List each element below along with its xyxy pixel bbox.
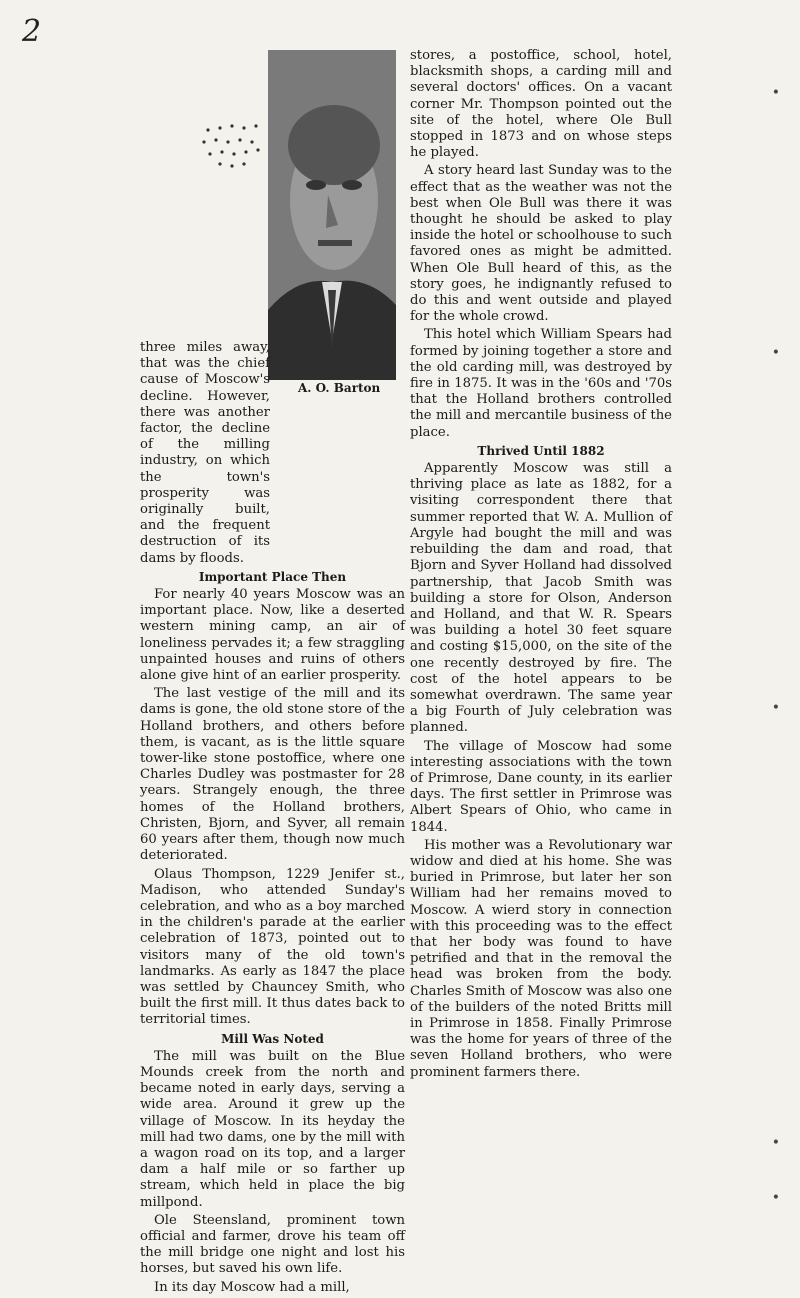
right-column [410,48,672,1083]
paragraph: The mill was built on the Blue Mounds creek from the north and became noted in early days, serving a wide area. Around it grew up the village of Moscow. In its heyday the mill had two dams, one by the mill with a wagon road on its top, and a larger dam a half mile or so farther up stream, which held in place the big millpond. [140,1048,405,1210]
margin-mark: • [771,1135,780,1151]
subheading: Mill Was Noted [221,1031,324,1046]
paragraph: This hotel which William Spears had formed by joining together a store and the old carding mill, was destroyed by fire in 1875. It was in the '60s and '70s that the Holland brothers controlled the mill and mercantile business of the place. [410,327,672,440]
paragraph: Olaus Thompson, 1229 Jenifer st., Madison, who attended Sunday's celebration, and who as a boy marched in the children's parade at the earlier celebration of 1873, pointed out to visitors many of the old town's landmarks. As early as 1847 the place was settled by Chauncey Smith, who built the first mill. It thus dates back to territorial times. [140,866,405,1028]
paragraph: The village of Moscow had some interesting associations with the town of Primrose, Dane county, in its earlier days. The first settler in Primrose was Albert Spears of Ohio, who came in 1844. [410,738,672,835]
portrait-photo [268,50,396,380]
portrait-image [268,50,396,380]
subheading: Thrived Until 1882 [477,443,605,458]
margin-mark: • [771,345,780,361]
page-number: 2 [22,14,42,49]
paragraph: The last vestige of the mill and its dams is gone, the old stone store of the Holland brothers, and others before them, is vacant, as is the little square tower-like stone postoffice, where one Charles Dudley was postmaster for 28 years. Strangely enough, the three homes of the Holland brothers, Christen, Bjorn, and Syver, all remain 60 years after them, though now much deteriorated. [140,686,405,864]
paragraph: three miles away, that was the chief cause of Moscow's decline. However, there was another factor, the decline of the milling industry, on which the town's prosperity was originally built, and the frequent destruction of its dams by floods. [140,340,270,566]
photo-caption: A. O. Barton [298,381,381,395]
left-column [140,340,405,1298]
paragraph: Apparently Moscow was still a thriving place as late as 1882, for a visiting correspondent there that summer reported that W. A. Mullion of Argyle had bought the mill and was rebuilding the dam and road, that Bjorn and Syver Holland had dissolved partnership, that Jacob Smith was building a store for Olson, Anderson and Holland, and that W. R. Spears was building a hotel 30 feet square and costing $15,000, on the site of the one recently destroyed by fire. The cost of the hotel appears to be somewhat overdrawn. The same year a big Fourth of July celebration was planned. [410,461,672,736]
margin-mark: • [771,700,780,716]
paragraph: His mother was a Revolutionary war widow and died at his home. She was buried in Primrose, but later her son William had her remains moved to Moscow. A wierd story in connection with this proceeding was to the effect that her body was found to have petrified and that in the removal the head was broken from the body. Charles Smith of Moscow was also one of the builders of the noted Britts mill in Primrose in 1858. Finally Primrose was the home for years of three of the seven Holland brothers, who were prominent farmers there. [410,837,672,1080]
subheading: Important Place Then [198,569,347,584]
margin-mark: • [771,1190,780,1206]
paragraph: Ole Steensland, prominent town official and farmer, drove his team off the mill bridge one night and lost his horses, but saved his own life. [140,1212,405,1277]
paragraph: A story heard last Sunday was to the effect that as the weather was not the best when Ole Bull was there it was thought he should be asked to play inside the hotel or schoolhouse to such favored ones as might be admitted. When Ole Bull heard of this, as the story goes, he indignantly refused to do this and went outside and played for the whole crowd. [410,163,672,325]
margin-mark: • [771,85,780,101]
paragraph: stores, a postoffice, school, hotel, blacksmith shops, a carding mill and several doctors' offices. On a vacant corner Mr. Thompson pointed out the site of the hotel, where Ole Bull stopped in 1873 and on whose steps he played. [410,48,672,161]
paragraph: For nearly 40 years Moscow was an important place. Now, like a deserted western mining camp, an air of loneliness pervades it; a few straggling unpainted houses and ruins of others alone give hint of an earlier prosperity. [140,587,405,684]
paragraph: In its day Moscow had a mill, [154,1279,350,1295]
